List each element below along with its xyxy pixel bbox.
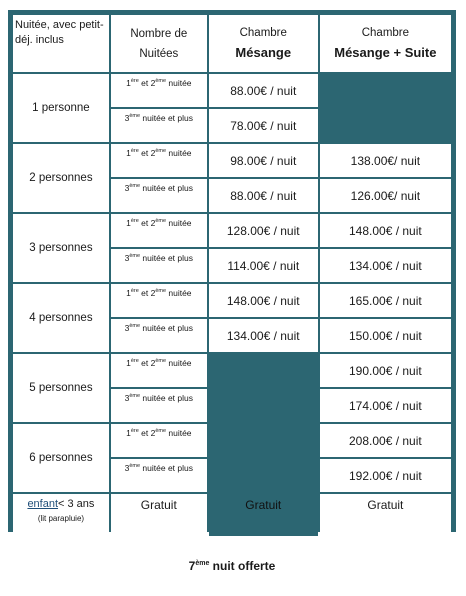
child-link[interactable]: enfant [27,498,59,510]
price-mesange: 98.00€ / nuit [209,144,318,177]
nights-third-cell: 3ème nuitée et plus [111,389,207,422]
header-room-name: Mésange [235,45,292,60]
header-nights-cell: Nombre de Nuitées [111,15,207,72]
header-room-suite [320,15,451,72]
price-mesange: 148.00€ / nuit [209,284,318,317]
nights-third-cell: 3ème nuitée et plus [111,459,207,492]
child-note: (lit parapluie) [37,514,85,523]
child-free-suite: Gratuit [320,494,451,536]
child-cell [13,494,109,536]
price-suite: 148.00€ / nuit [320,214,451,247]
header-suite-name: Mésange + Suite [334,45,437,60]
price-suite: 150.00€ / nuit [320,319,451,352]
persons-cell: 2 personnes [13,144,109,212]
unavailable-cell [320,74,451,142]
header-suite-label: Chambre [361,27,410,39]
unavailable-cell [209,354,318,492]
nights-third-cell: 3ème nuitée et plus [111,109,207,142]
header-breakfast-cell: Nuitée, avec petit-déj. inclus [13,15,109,72]
price-mesange: 134.00€ / nuit [209,319,318,352]
nights-first-cell: 1ère et 2ème nuitée [111,144,207,177]
price-suite: 192.00€ / nuit [320,459,451,492]
persons-cell: 5 personnes [13,354,109,422]
table-row [13,354,451,387]
tariff-table [11,13,453,596]
nights-first-cell: 1ère et 2ème nuitée [111,214,207,247]
nights-third-cell: 3ème nuitée et plus [111,249,207,282]
price-mesange: 88.00€ / nuit [209,74,318,107]
price-mesange: 128.00€ / nuit [209,214,318,247]
price-mesange: 88.00€ / nuit [209,179,318,212]
header-room-mesange [209,15,318,72]
child-free-nights: Gratuit [111,494,207,536]
table-row [13,144,451,177]
price-suite: 208.00€ / nuit [320,424,451,457]
persons-cell: 3 personnes [13,214,109,282]
price-suite: 174.00€ / nuit [320,389,451,422]
offer-row [13,538,451,594]
header-row [13,15,451,72]
persons-cell: 4 personnes [13,284,109,352]
tariff-table-frame [8,10,456,573]
price-mesange: 78.00€ / nuit [209,109,318,142]
nights-first-cell: 1ère et 2ème nuitée [111,354,207,387]
price-suite: 138.00€/ nuit [320,144,451,177]
nights-first-cell: 1ère et 2ème nuitée [111,284,207,317]
nights-first-cell: 1ère et 2ème nuitée [111,74,207,107]
table-row [13,284,451,317]
price-suite: 190.00€ / nuit [320,354,451,387]
price-mesange: 114.00€ / nuit [209,249,318,282]
nights-first-cell: 1ère et 2ème nuitée [111,424,207,457]
child-free-mesange: Gratuit [209,494,318,536]
header-room-label: Chambre [239,27,287,39]
table-row [13,214,451,247]
price-suite: 126.00€/ nuit [320,179,451,212]
nights-third-cell: 3ème nuitée et plus [111,319,207,352]
child-age: < 3 ans [58,498,95,510]
price-suite: 134.00€ / nuit [320,249,451,282]
child-row [13,494,451,536]
persons-cell: 6 personnes [13,424,109,492]
price-suite: 165.00€ / nuit [320,284,451,317]
seventh-night-offer: 7ème nuit offerte [13,538,451,594]
persons-cell: 1 personne [13,74,109,142]
table-row [13,74,451,107]
nights-third-cell: 3ème nuitée et plus [111,179,207,212]
